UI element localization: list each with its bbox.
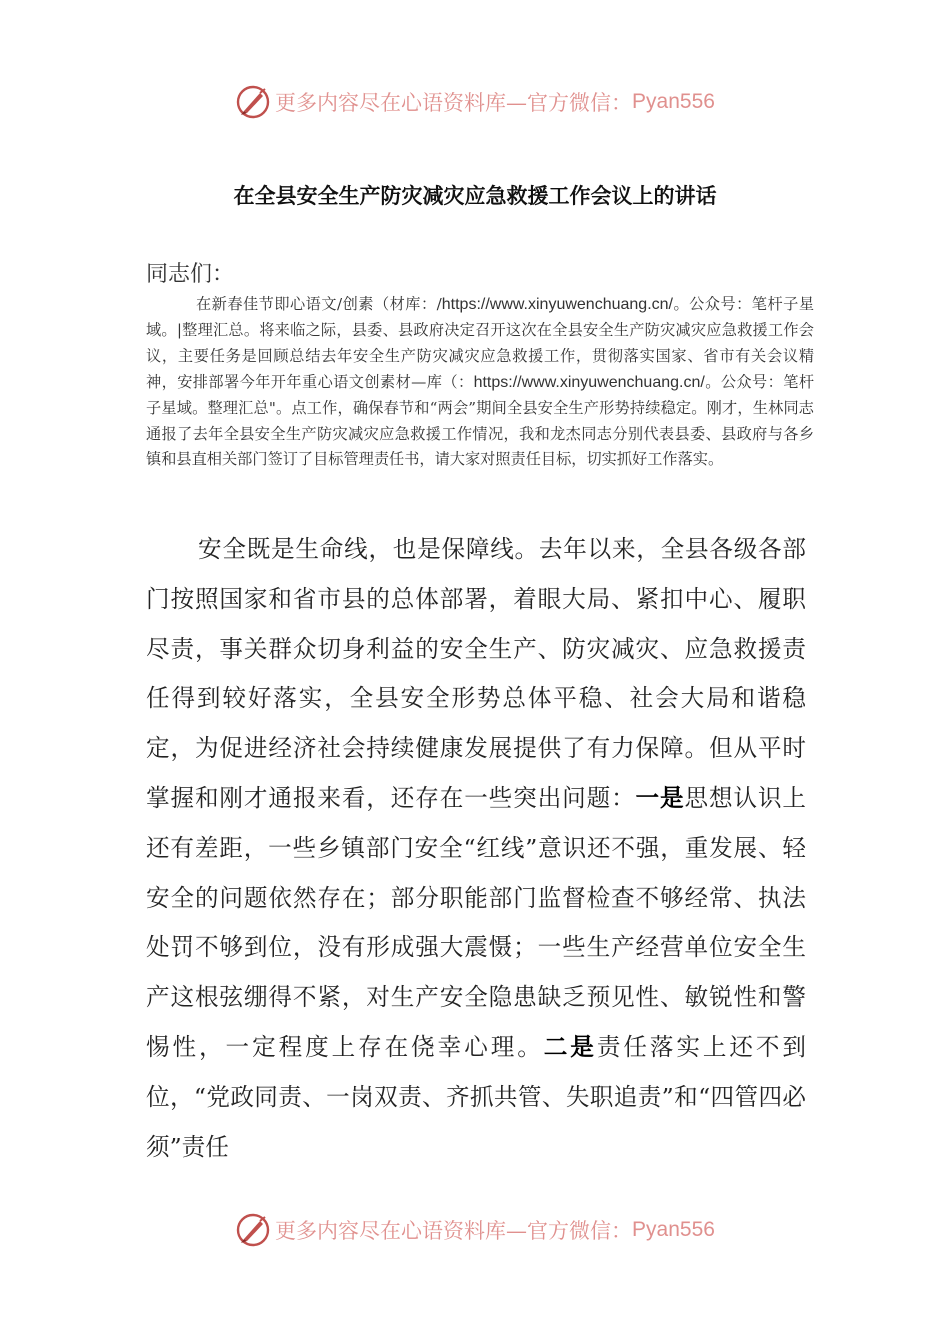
- banner-text: 更多内容尽在心语资料库—官方微信：: [275, 1219, 633, 1243]
- quill-logo-icon: [235, 1212, 271, 1248]
- point-one-label: 一是: [635, 783, 685, 812]
- intro-url-1: https://www.xinyuwenchuang.cn/: [441, 296, 673, 313]
- intro-url-2: https://www.xinyuwenchuang.cn/: [473, 373, 705, 391]
- banner-text: 更多内容尽在心语资料库—官方微信：: [275, 91, 633, 115]
- banner-wechat-id: Pyan556: [632, 1218, 715, 1241]
- body-text-3: 责任落实上还不到位，“党政同责、一岗双责、齐抓共管、失职追责”和“四管四必须”责任: [146, 1032, 807, 1161]
- body-text-1: 安全既是生命线，也是保障线。去年以来，全县各级各部门按照国家和省市县的总体部署，着眼大局、紧扣中心、履职尽责，事关群众切身利益的安全生产、防灾减灾、应急救援责任得到较好落实，全县安全形势总体平稳、社会大局和谐稳定，为促进经济社会持续健康发展提供了有力保障。但从平时掌握和刚才通报来看，还存在一些突出问题：: [146, 535, 806, 812]
- body-text-2: 思想认识上还有差距，一些乡镇部门安全“红线”意识还不强，重发展、轻安全的问题依然存在；部分职能部门监督检查不够经常、执法处罚不够到位，没有形成强大震慑；一些生产经营单位安全生产这根弦绷得不紧，对生产安全隐患缺乏预见性、敏锐性和警惕性，一定程度上存在侥幸心理。: [146, 783, 807, 1061]
- intro-text-2: 。公众号：笔杆子星域。|整理汇总。将来临之际，县委、县政府决定召开这次在全县安全生产防灾减灾应急救援工作会议，主要任务是回顾总结去年安全生产防灾减灾应急救援工作，贯彻落实国家、省市有关会议精神，安排部署今年开年重心语文创素材—库（：: [146, 295, 815, 391]
- body-paragraph: [146, 525, 806, 1172]
- page-title: 在全县安全生产防灾减灾应急救援工作会议上的讲话: [233, 184, 717, 208]
- banner-wechat-id: Pyan556: [632, 90, 715, 113]
- intro-text-1: 在新春佳节即心语文/创素（材库：/: [196, 295, 442, 313]
- footer-watermark-banner: [0, 1208, 950, 1252]
- quill-logo-icon: [235, 84, 271, 120]
- intro-text-3: 。公众号：笔杆子星域。整理汇总"。点工作，确保春节和“两会”期间全县安全生产形势持续稳定。刚才，生林同志通报了去年全县安全生产防灾减灾应急救援工作情况，我和龙杰同志分别代表县委、县政府与各乡镇和县直相关部门签订了目标管理责任书，请大家对照责任目标，切实抓好工作落实。: [146, 372, 815, 469]
- point-two-label: 二是: [543, 1032, 597, 1061]
- intro-paragraph: [146, 292, 814, 473]
- greeting: 同志们：: [146, 262, 235, 287]
- header-watermark-banner: [0, 80, 950, 124]
